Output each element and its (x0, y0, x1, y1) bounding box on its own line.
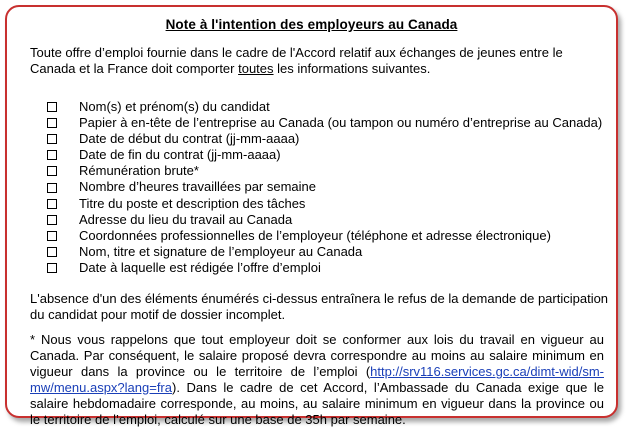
note-title: Note à l'intention des employeurs au Canada (165, 17, 458, 32)
checklist-item (47, 99, 602, 115)
checkbox-icon (47, 166, 57, 176)
checklist-item (47, 228, 602, 244)
checkbox-icon (47, 263, 57, 273)
salary-note-after: ). Dans le cadre de cet Accord, l’Ambassade du Canada exige que le salaire hebdomadaire corresponde, au moins, au salaire minimum en vigueur dans la province ou le territoire de l’emploi, calculé sur une base de 35h par semaine. (30, 380, 604, 427)
checkbox-icon (47, 134, 57, 144)
checklist-item-label: Papier à en-tête de l’entreprise au Canada (ou tampon ou numéro d’entreprise au Canada) (79, 115, 603, 131)
checklist-item (47, 131, 602, 147)
intro-text-after: les informations suivantes. (273, 61, 431, 76)
checklist-item (47, 244, 602, 260)
employer-note-box (5, 5, 618, 427)
checkbox-icon (47, 183, 57, 193)
checklist-item-label: Nombre d’heures travaillées par semaine (79, 179, 317, 195)
checklist-item-label: Date de début du contrat (jj-mm-aaaa) (79, 131, 300, 147)
checkbox-icon (47, 118, 57, 128)
checklist-item-label: Nom(s) et prénom(s) du candidat (79, 99, 270, 114)
checklist-item (47, 196, 602, 212)
intro-paragraph (30, 45, 610, 77)
checklist-item-label: Adresse du lieu du travail au Canada (79, 211, 293, 227)
checklist-item (47, 179, 602, 195)
checklist-item (47, 260, 602, 276)
intro-emphasis: toutes (238, 61, 274, 76)
intro-text-before: Toute offre d’emploi fournie dans le cadre de l'Accord relatif aux échanges de jeunes entre le Canada et la France doit comporter (30, 45, 563, 76)
absence-warning-paragraph: L'absence d'un des éléments énumérés ci-dessus entraînera le refus de la demande de participation du candidat pour motif de dossier incomplet. (30, 291, 609, 322)
checklist-item (47, 115, 602, 131)
checkbox-icon (47, 199, 57, 209)
minimum-wage-link[interactable]: http://srv116.services.gc.ca/dimt-wid/sm-mw/menu.aspx?lang=fra (30, 364, 604, 395)
checkbox-icon (47, 150, 57, 160)
checkbox-icon (47, 102, 57, 112)
checklist-item-label: Titre du poste et description des tâches (79, 195, 306, 211)
checklist-item (47, 147, 602, 163)
checkbox-icon (47, 247, 57, 257)
checklist-item (47, 212, 602, 228)
checklist-item (47, 163, 602, 179)
checkbox-icon (47, 215, 57, 225)
checklist-item-label: Rémunération brute* (79, 163, 199, 179)
checkbox-icon (47, 231, 57, 241)
checklist-item-label: Coordonnées professionnelles de l’employeur (téléphone et adresse électronique) (79, 227, 551, 243)
checklist-item-label: Date de fin du contrat (jj-mm-aaaa) (79, 147, 281, 163)
checklist-item-label: Date à laquelle est rédigée l’offre d’emploi (79, 259, 321, 275)
checklist-item-label: Nom, titre et signature de l’employeur au Canada (79, 243, 363, 259)
required-info-checklist (47, 99, 602, 276)
salary-note-before: * Nous vous rappelons que tout employeur doit se conformer aux lois du travail en vigueur au Canada. Par conséquent, le salaire proposé devra correspondre au moins au salaire minimum en vigueur dans la province ou le territoire de l’emploi ( (30, 332, 604, 379)
salary-note-paragraph (30, 332, 604, 428)
